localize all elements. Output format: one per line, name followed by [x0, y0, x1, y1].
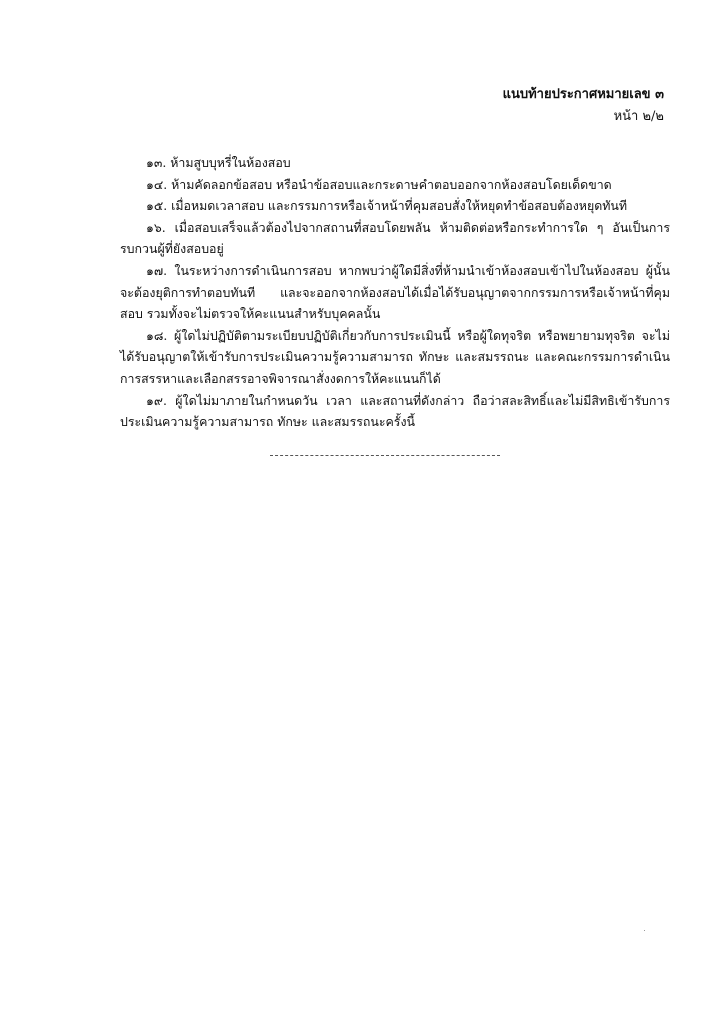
rule-17: ๑๗. ในระหว่างการดำเนินการสอบ หากพบว่าผู้ใดมีสิ่งที่ห้ามนำเข้าห้องสอบเข้าไปในห้องสอบ ผู้นั้นจะต้องยุติการทำตอบทันที และจะออกจากห้องสอบได้เมื่อได้รับอนุญาตจากกรรมการหรือเจ้าหน้าที่คุมสอบ รวมทั้งจะไม่ตรวจให้คะแนนสำหรับบุคคลนั้น	[120, 262, 670, 322]
page-number: หน้า ๒/๒	[613, 109, 664, 124]
rules-list	[120, 152, 670, 433]
end-divider	[270, 455, 500, 456]
rule-14: ๑๔. ห้ามคัดลอกข้อสอบ หรือนำข้อสอบและกระดาษคำตอบออกจากห้องสอบโดยเด็ดขาด	[146, 176, 612, 192]
rule-16: ๑๖. เมื่อสอบเสร็จแล้วต้องไปจากสถานที่สอบโดยพลัน ห้ามติดต่อหรือกระทำการใด ๆ อันเป็นการรบกวนผู้ที่ยังสอบอยู่	[120, 219, 670, 257]
rule-13: ๑๓. ห้ามสูบบุหรี่ในห้องสอบ	[146, 155, 291, 170]
annex-title: แนบท้ายประกาศหมายเลข ๓	[502, 87, 664, 102]
rule-15: ๑๕. เมื่อหมดเวลาสอบ และกรรมการหรือเจ้าหน้าที่คุมสอบสั่งให้หยุดทำข้อสอบต้องหยุดทันที	[146, 198, 628, 214]
rule-19: ๑๙. ผู้ใดไม่มาภายในกำหนดวัน เวลา และสถานที่ดังกล่าว ถือว่าสละสิทธิ์และไม่มีสิทธิเข้ารับการประเมินความรู้ความสามารถ ทักษะ และสมรรถนะครั้งนี้	[120, 392, 670, 430]
rule-18: ๑๘. ผู้ใดไม่ปฏิบัติตามระเบียบปฏิบัติเกี่ยวกับการประเมินนี้ หรือผู้ใดทุจริต หรือพยายามทุจริต จะไม่ได้รับอนุญาตให้เข้ารับการประเมินความรู้ความสามารถ ทักษะ และสมรรถนะ และคณะกรรมการดำเนินการสรรหาและเลือกสรรอาจพิจารณาสั่งงดการให้คะแนนก็ได้	[120, 327, 670, 386]
scan-speck	[644, 930, 645, 931]
